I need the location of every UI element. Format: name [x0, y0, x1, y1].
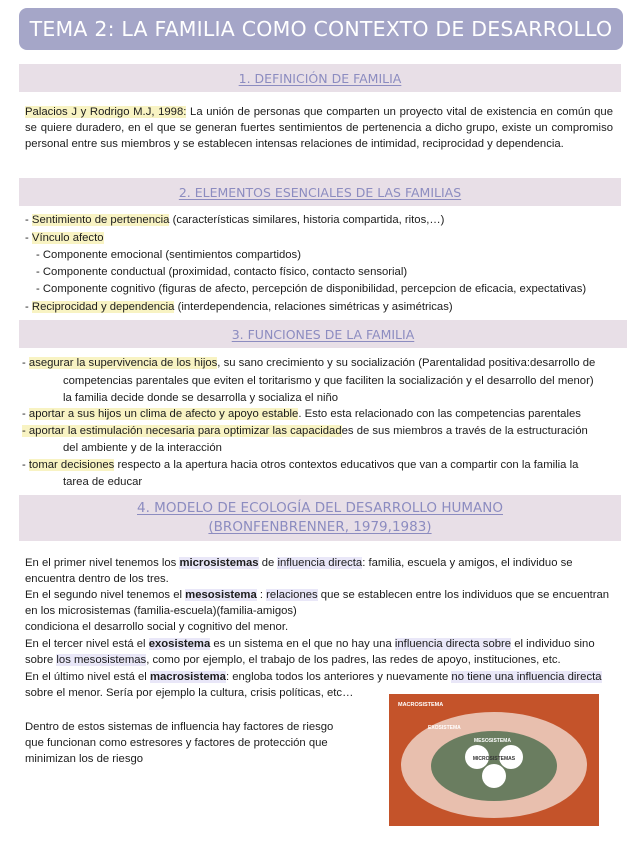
function-afecto — [22, 406, 581, 422]
text: : familia, escuela y amigos, el individuo se encuentra dentro de los tres. — [25, 557, 573, 585]
highlight-influencia-directa-sobre: influencia directa sobre — [394, 638, 512, 650]
function-estimulacion — [22, 423, 588, 439]
element-reciprocidad — [25, 299, 453, 315]
component-conductual: - Componente conductual (proximidad, contacto físico, contacto sensorial) — [36, 266, 408, 278]
section-4-heading — [19, 495, 621, 541]
function-decisiones-line2: tarea de educar — [63, 476, 143, 488]
ecological-model-diagram — [389, 694, 599, 826]
bullet: - — [25, 301, 32, 313]
definition-text: La unión de personas que comparten un proyecto vital de existencia en común que se quiere duradero, en el que se generan fuertes sentimientos de pertenencia a dicho grupo, existe un compromiso personal entre sus miembros y se establecen intensas relaciones de intimidad, reciprocidad y dependencia. — [25, 106, 613, 150]
text: , como por ejemplo, el trabajo de los padres, las redes de apoyo, instituciones, etc. — [146, 654, 561, 666]
text: En el primer nivel tenemos los — [25, 557, 180, 569]
bullet: - — [22, 408, 29, 420]
highlight-supervivencia: asegurar la supervivencia de los hijos — [28, 357, 218, 369]
element-pertenencia — [25, 212, 444, 228]
text: sobre el menor. Sería por ejemplo la cultura, crisis políticas, etc… — [25, 687, 354, 699]
level-1-paragraph — [25, 555, 621, 587]
microsistema-circle-bottom — [482, 764, 506, 788]
term-mesosistema: mesosistema — [185, 589, 257, 601]
exosistema-label: EXOSISTEMA — [428, 725, 461, 731]
function-supervivencia-detail: , su sano crecimiento y su socialización (Parentalidad positiva:desarrollo de — [217, 357, 596, 369]
highlight-relaciones: relaciones — [266, 589, 318, 601]
element-vinculo — [25, 230, 104, 246]
microsistemas-label: MICROSISTEMAS — [472, 756, 516, 762]
function-supervivencia — [22, 355, 595, 371]
text: que se establecen entre los individuos que se encuentran en los microsistemas (familia-escuela)(familia-amigos) — [25, 589, 610, 617]
function-decisiones — [22, 457, 578, 473]
highlight-reciprocidad: Reciprocidad y dependencia — [31, 301, 175, 313]
definition-paragraph — [25, 104, 613, 152]
macrosistema-label: MACROSISTEMA — [398, 702, 444, 708]
term-exosistema: exosistema — [148, 638, 211, 650]
bullet: - — [25, 214, 32, 226]
term-macrosistema: macrosistema — [149, 671, 226, 683]
function-supervivencia-line2: competencias parentales que eviten el toritarismo y que faciliten la socialización y el desarrollo del menor) — [63, 375, 594, 387]
term-microsistemas: microsistemas — [179, 557, 259, 569]
text: : engloba todos los anteriores y nuevamente — [225, 671, 452, 683]
text: de — [258, 557, 278, 569]
section-1-heading: 1. DEFINICIÓN DE FAMILIA — [19, 64, 621, 92]
text: el individuo sino sobre — [25, 638, 595, 666]
text: condiciona el desarrollo social y cognitivo del menor. — [25, 621, 289, 633]
page-title: TEMA 2: LA FAMILIA COMO CONTEXTO DE DESARROLLO — [19, 8, 623, 50]
function-decisiones-detail: respecto a la apertura hacia otros contextos educativos que van a compartir con la familia la — [114, 459, 579, 471]
mesosistema-label: MESOSISTEMA — [474, 738, 511, 744]
function-estimulacion-line2: del ambiente y de la interacción — [63, 442, 222, 454]
text: es un sistema en el que no hay una — [210, 638, 395, 650]
section-2-heading: 2. ELEMENTOS ESENCIALES DE LAS FAMILIAS — [19, 178, 621, 206]
bullet: - — [25, 232, 32, 244]
text: En el tercer nivel está el — [25, 638, 149, 650]
bullet: - — [22, 459, 29, 471]
function-estimulacion-detail: es de sus miembros a través de la estructuración — [341, 425, 588, 437]
section-4-heading-line1: 4. MODELO DE ECOLOGÍA DEL DESARROLLO HUMANO — [137, 500, 503, 516]
highlight-pertenencia: Sentimiento de pertenencia — [31, 214, 170, 226]
component-cognitivo: - Componente cognitivo (figuras de afecto, percepción de disponibilidad, percepcion de eficacia, expectativas) — [36, 283, 587, 295]
function-supervivencia-line3: la familia decide donde se desarrolla y socializa el niño — [63, 392, 339, 404]
component-emocional: - Componente emocional (sentimientos compartidos) — [36, 249, 301, 261]
text: En el último nivel está el — [25, 671, 150, 683]
highlight-influencia-directa: influencia directa — [277, 557, 363, 569]
highlight-afecto: aportar a sus hijos un clima de afecto y apoyo estable — [28, 408, 299, 420]
definition-reference: Palacios J y Rodrigo M.J, 1998: — [25, 106, 187, 118]
section-4-heading-line2: (BRONFENBRENNER, 1979,1983) — [208, 519, 432, 535]
element-pertenencia-detail: (características similares, historia compartida, ritos,…) — [169, 214, 445, 226]
level-3-paragraph — [25, 636, 621, 668]
section-3-heading: 3. FUNCIONES DE LA FAMILIA — [19, 320, 627, 348]
risk-factors-paragraph: Dentro de estos sistemas de influencia hay factores de riesgo que funcionan como estresores y factores de protección que minimizan los de riesgo — [25, 721, 334, 765]
highlight-estimulacion: - aportar la estimulación necesaria para optimizar las capacidad — [22, 425, 342, 437]
highlight-decisiones: tomar decisiones — [28, 459, 115, 471]
bullet: - — [22, 357, 29, 369]
text: En el segundo nivel tenemos el — [25, 589, 186, 601]
highlight-vinculo: Vínculo afecto — [31, 232, 104, 244]
highlight-no-influencia-directa: no tiene una influencia directa — [451, 671, 602, 683]
element-reciprocidad-detail: (interdependencia, relaciones simétricas y asimétricas) — [174, 301, 453, 313]
level-2-paragraph — [25, 587, 621, 635]
function-afecto-detail: . Esto esta relacionado con las competencias parentales — [298, 408, 581, 420]
highlight-mesosistemas: los mesosistemas — [56, 654, 147, 666]
text: : — [256, 589, 267, 601]
